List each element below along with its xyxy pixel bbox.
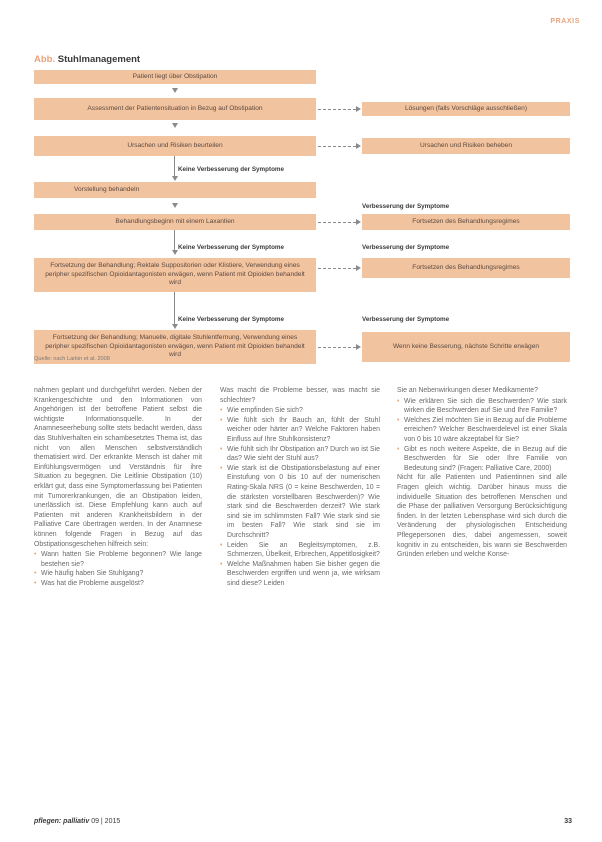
flow-box-assessment	[34, 98, 316, 120]
flow-box-solutions	[362, 102, 570, 116]
list-item: • Wie fühlt sich Ihr Obstipation an? Durch wo ist Sie das? Wie sieht der Stuhl aus?	[220, 445, 380, 464]
flow-box-continue-regime-1-text: Fortsetzen des Behandlungsregimes	[412, 217, 520, 225]
paragraph: Nicht für alle Patienten und Patientinnen sind alle Fragen gleich wichtig. Darüber hinaus muss die individuelle Situation des betroffenen Menschen und die Phase der palliativen Versorgung Berücksichtigung finden. In der letzten Lebensphase wird sich durch die Veränderung der physiologischen Entscheidung Pflegepersonen dies, dabei angemessen, soweit kognitiv in zu entscheiden, bis wann sie Beschwerden Gründen erleben und welche Konse-	[397, 474, 567, 559]
flow-box-next-steps	[362, 332, 570, 362]
flow-box-next-steps-text: Wenn keine Besserung, nächste Schritte erwägen	[392, 342, 540, 350]
flow-box-continue-2-text: Fortsetzung der Behandlung; Manuelle, digitale Stuhlentfernung, Verwendung eines peripher spezifischen Opioidantagonisten erwägen, wenn Patient mit Opioiden behandelt wird	[45, 334, 305, 359]
flow-box-treat-text: Vorstellung behandeln	[74, 185, 140, 193]
list-item: • Wie häufig haben Sie Stuhlgang?	[34, 569, 202, 579]
flow-box-causes	[34, 136, 316, 156]
flow-box-continue-regime-2-text: Fortsetzen des Behandlungsregimes	[412, 263, 520, 271]
flow-box-assessment-text: Assessment der Patientensituation in Bezug auf Obstipation	[87, 104, 263, 112]
flow-box-continue-regime-2	[362, 258, 570, 278]
arrow-down	[172, 203, 178, 208]
paragraph: nahmen geplant und durchgeführt werden. Neben der Krankengeschichte und den Informationen von Angehörigen ist der betroffene Patient selbst die wichtigste Informationsquelle. In der Anamneseerhebung sollte stets bedacht werden, dass das Stuhlverhalten ein schambesetztes Thema ist, das nicht von allen Menschen selbstverständlich thematisiert wird. Der erkrankte Mensch ist daher mit Einfühlungsvermögen und Verständnis für ihre Situation zu begegnen. Die Leitlinie Obstipation (10) erklärt gut, dass eine Symptomerfassung bei Patienten mit Tumorerkrankungen, die an Obstipation leiden, unerlässlich ist. Diese Empfehlung kann auch auf Patienten mit anderen Krankheitsbildern in der Palliative Care übertragen werden. In der Anamnese können folgende Fragen in Bezug auf das Obstipationsgeschehen hilfreich sein:	[34, 387, 202, 548]
text-column-middle	[220, 386, 380, 588]
list-item: • Wie stark ist die Obstipationsbelastung auf einer Einstufung von 0 bis 10 auf der numerischen Rating-Skala NRS (0 = keine Beschwerden, 10 = die stärksten vorstellbaren Beschwerden)? Wie stark sind die Beschwerden derzeit? Wie stark sind sie im schlimmsten Fall? Wie stark sind sie im besten Fall? Wie stark sind sie im Durchschnitt?	[220, 464, 380, 541]
connector	[318, 347, 356, 348]
list-item: • Leiden Sie an Begleitsymptomen, z.B. Schmerzen, Übelkeit, Erbrechen, Appetitlosigkeit?	[220, 541, 380, 560]
list-item: • Wie fühlt sich Ihr Bauch an, fühlt der Stuhl weicher oder härter an? Welche Faktoren haben Einfluss auf Ihre Stuhlkonsistenz?	[220, 416, 380, 445]
connector	[174, 230, 175, 250]
connector	[318, 268, 356, 269]
figure-label: Abb.	[34, 54, 56, 65]
flow-box-start	[34, 70, 316, 84]
flow-box-continue-1	[34, 258, 316, 292]
footer-issue: 09 | 2015	[91, 818, 121, 825]
flow-box-laxative-text: Behandlungsbeginn mit einem Laxantien	[115, 217, 235, 225]
connector	[318, 222, 356, 223]
connector	[174, 292, 175, 324]
arrow-right	[356, 265, 361, 271]
page-number: 33	[564, 818, 572, 825]
list-item: • Welches Ziel möchten Sie in Bezug auf die Probleme erreichen? Welcher Beschwerdelevel ist einer Skala von 0 bis 10 wäre akzeptabel für Sie?	[397, 416, 567, 445]
arrow-down	[172, 324, 178, 329]
arrow-right	[356, 143, 361, 149]
label-improvement: Verbesserung der Symptome	[362, 203, 450, 210]
question-list	[220, 406, 380, 588]
flow-box-continue-1-text: Fortsetzung der Behandlung; Rektale Suppositorien oder Klistiere, Verwendung eines peripher spezifischen Opioidantagonisten erwägen, wenn Patient mit Opioiden behandelt wird	[45, 262, 305, 287]
connector	[318, 109, 356, 110]
flow-box-fix-causes	[362, 138, 570, 154]
text-column-right	[397, 386, 567, 561]
list-item: • Welche Maßnahmen haben Sie bisher gegen die Beschwerden ergriffen und wenn ja, wie wirksam sind diese? Leiden	[220, 560, 380, 589]
label-improvement: Verbesserung der Symptome	[362, 316, 450, 323]
label-no-improvement: Keine Verbesserung der Symptome	[178, 316, 285, 323]
flow-box-solutions-text: Lösungen (falls Vorschläge ausschließen)	[404, 104, 528, 112]
arrow-down	[172, 176, 178, 181]
list-item: • Gibt es noch weitere Aspekte, die in Bezug auf die Beschwerden für Sie oder Ihre Familie von Bedeutung sind? (Fragen: Palliative Care, 2000)	[397, 445, 567, 474]
arrow-down	[172, 250, 178, 255]
label-no-improvement: Keine Verbesserung der Symptome	[178, 166, 285, 173]
text-column-left	[34, 386, 202, 588]
question-list	[34, 550, 202, 588]
paragraph: Sie an Nebenwirkungen dieser Medikamente?	[397, 387, 538, 394]
figure-source: Quelle: nach Larkin et al. 2008	[34, 356, 110, 362]
figure-title	[34, 54, 140, 65]
arrow-right	[356, 219, 361, 225]
section-tag: PRAXIS	[550, 18, 580, 25]
connector	[174, 156, 175, 176]
list-item: • Was hat die Probleme ausgelöst?	[34, 579, 202, 589]
list-item: • Wie erklären Sie sich die Beschwerden? Wie stark wirken die Beschwerden auf Sie und Ihre Familie?	[397, 397, 567, 416]
arrow-down	[172, 123, 178, 128]
figure-title-text: Stuhlmanagement	[57, 54, 141, 65]
list-item: • Wann hatten Sie Probleme begonnen? Wie lange bestehen sie?	[34, 550, 202, 569]
arrow-down	[172, 88, 178, 93]
flow-box-causes-text: Ursachen und Risiken beurteilen	[127, 141, 223, 149]
label-no-improvement: Keine Verbesserung der Symptome	[178, 244, 285, 251]
question-list	[397, 397, 567, 474]
flow-box-laxative	[34, 214, 316, 230]
flow-box-fix-causes-text: Ursachen und Risiken beheben	[419, 141, 512, 149]
connector	[318, 146, 356, 147]
arrow-right	[356, 106, 361, 112]
footer-publication	[34, 818, 120, 825]
flow-box-start-text: Patient liegt über Obstipation	[132, 72, 218, 80]
arrow-right	[356, 344, 361, 350]
label-improvement: Verbesserung der Symptome	[362, 244, 450, 251]
footer-brand: pflegen: palliativ	[34, 818, 90, 825]
flow-box-continue-regime-1	[362, 214, 570, 230]
list-item: • Wie empfinden Sie sich?	[220, 406, 380, 416]
paragraph: Was macht die Probleme besser, was macht sie schlechter?	[220, 387, 380, 404]
flow-box-treat	[34, 182, 316, 198]
